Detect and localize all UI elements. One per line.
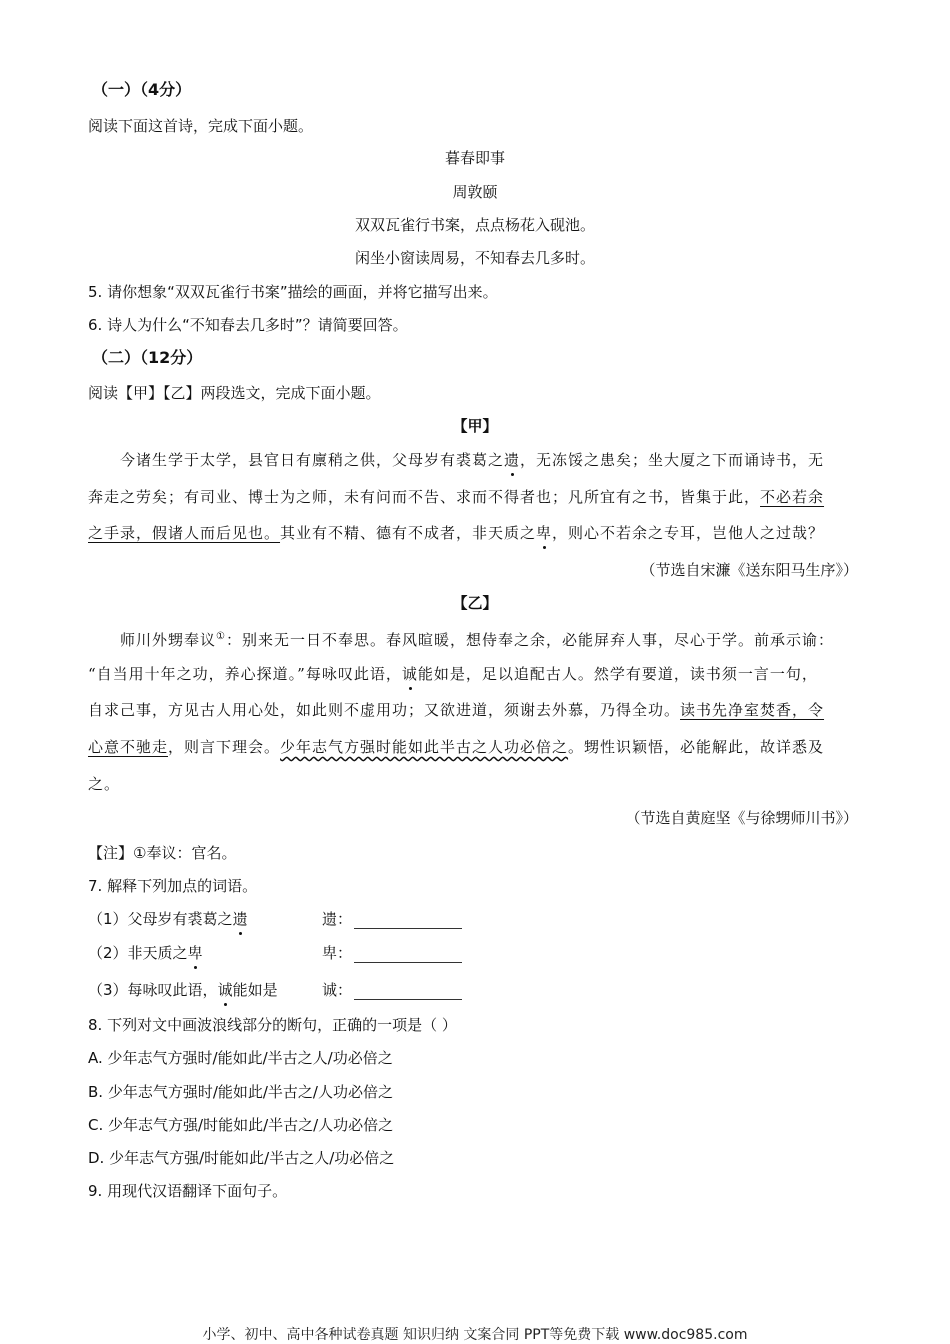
passage-jia-source: （节选自宋濂《送东阳马生序》） <box>640 561 858 579</box>
dotted-word: 卑 <box>536 524 553 542</box>
question-8: 8. 下列对文中画波浪线部分的断句，正确的一项是（ ） <box>88 1016 457 1034</box>
passage-yi-line: 师川外甥奉议①：别来无一日不奉思。春风暄暖，想侍奉之余，必能屏弃人事，尽心于学。前承示谕： <box>120 631 834 649</box>
passage-yi-line: 之。 <box>88 775 121 793</box>
q8-option-a[interactable]: A. 少年志气方强时/能如此/半古之人/功必倍之 <box>88 1049 393 1067</box>
page-footer: 小学、初中、高中各种试卷真题 知识归纳 文案合同 PPT等免费下载 www.doc985.com <box>202 1327 748 1343</box>
answer-blank[interactable] <box>354 912 462 929</box>
answer-blank[interactable] <box>354 983 462 1000</box>
poem-title: 暮春即事 <box>444 149 505 167</box>
question-7: 7. 解释下列加点的词语。 <box>88 877 258 895</box>
passage-yi-source: （节选自黄庭坚《与徐甥师川书》） <box>625 809 858 827</box>
passage-yi-line: 自求己事，方见古人用心处，如此则不虚用功；又欲进道，须谢去外慕，乃得全功。读书先净室焚香，令 <box>88 701 825 719</box>
passage-yi-line: 心意不驰走，则言下理会。少年志气方强时能如此半古之人功必倍之。甥性识颖悟，必能解此，故详悉及 <box>88 738 825 756</box>
poem-line-1: 双双瓦雀行书案，点点杨花入砚池。 <box>354 216 595 234</box>
q8-option-b[interactable]: B. 少年志气方强时/能如此/半古之/人功必倍之 <box>88 1083 393 1101</box>
passage-yi-label: 【乙】 <box>452 594 498 612</box>
underlined-text: 不必若余 <box>760 488 825 506</box>
poem-line-2: 闲坐小窗读周易，不知春去几多时。 <box>354 249 595 267</box>
question-9: 9. 用现代汉语翻译下面句子。 <box>88 1182 288 1200</box>
dotted-word: 遗 <box>232 910 248 928</box>
section2-header: （二）（12分） <box>92 348 203 367</box>
dotted-word: 诚 <box>401 665 418 683</box>
section1-header: （一）（4分） <box>92 80 192 99</box>
section1-instruction: 阅读下面这首诗，完成下面小题。 <box>88 117 314 135</box>
q7-item-1: （1）父母岁有裘葛之遗 遗： <box>88 909 488 929</box>
passage-jia-line: 今诸生学于太学，县官日有廪稍之供，父母岁有裘葛之遗，无冻馁之患矣；坐大厦之下而诵诗书，无 <box>120 451 825 469</box>
question-6: 6. 诗人为什么“不知春去几多时”？请简要回答。 <box>88 316 408 334</box>
dotted-word: 卑 <box>187 944 203 962</box>
answer-blank[interactable] <box>354 946 462 963</box>
underlined-text: 心意不驰走 <box>88 738 169 756</box>
wavy-underlined-text: 少年志气方强时能如此半古之人功必倍之 <box>280 738 569 756</box>
q7-item-3: （3）每咏叹此语，诚能如是 诚： <box>88 980 488 1000</box>
footnote-mark: ① <box>216 631 226 642</box>
passage-jia-line: 之手录，假诸人而后见也。其业有不精、德有不成者，非天质之卑，则心不若余之专耳，岂他人之过哉？ <box>88 524 825 542</box>
question-5: 5. 请你想象“双双瓦雀行书案”描绘的画面，并将它描写出来。 <box>88 283 498 301</box>
passage-jia-label: 【甲】 <box>452 417 498 435</box>
footnote: 【注】①奉议：官名。 <box>88 844 237 862</box>
underlined-text: 之手录，假诸人而后见也。 <box>88 524 281 542</box>
q8-option-c[interactable]: C. 少年志气方强/时能如此/半古之/人功必倍之 <box>88 1116 394 1134</box>
q8-option-d[interactable]: D. 少年志气方强/时能如此/半古之人/功必倍之 <box>88 1149 395 1167</box>
q7-item-2: （2）非天质之卑 卑： <box>88 943 488 963</box>
dotted-word: 遗 <box>504 451 521 469</box>
poem-author: 周敦颐 <box>452 183 498 201</box>
passage-yi-line: “自当用十年之功，养心探道。”每咏叹此语，诚能如是，足以追配古人。然学有要道，读书须一言一句， <box>88 665 818 683</box>
passage-jia-line: 奔走之劳矣；有司业、博士为之师，未有问而不告、求而不得者也；凡所宜有之书，皆集于此，不必若余 <box>88 488 825 506</box>
section2-instruction: 阅读【甲】【乙】两段选文，完成下面小题。 <box>88 384 381 402</box>
underlined-text: 读书先净室焚香，令 <box>680 701 825 719</box>
dotted-word: 诚 <box>217 981 233 999</box>
